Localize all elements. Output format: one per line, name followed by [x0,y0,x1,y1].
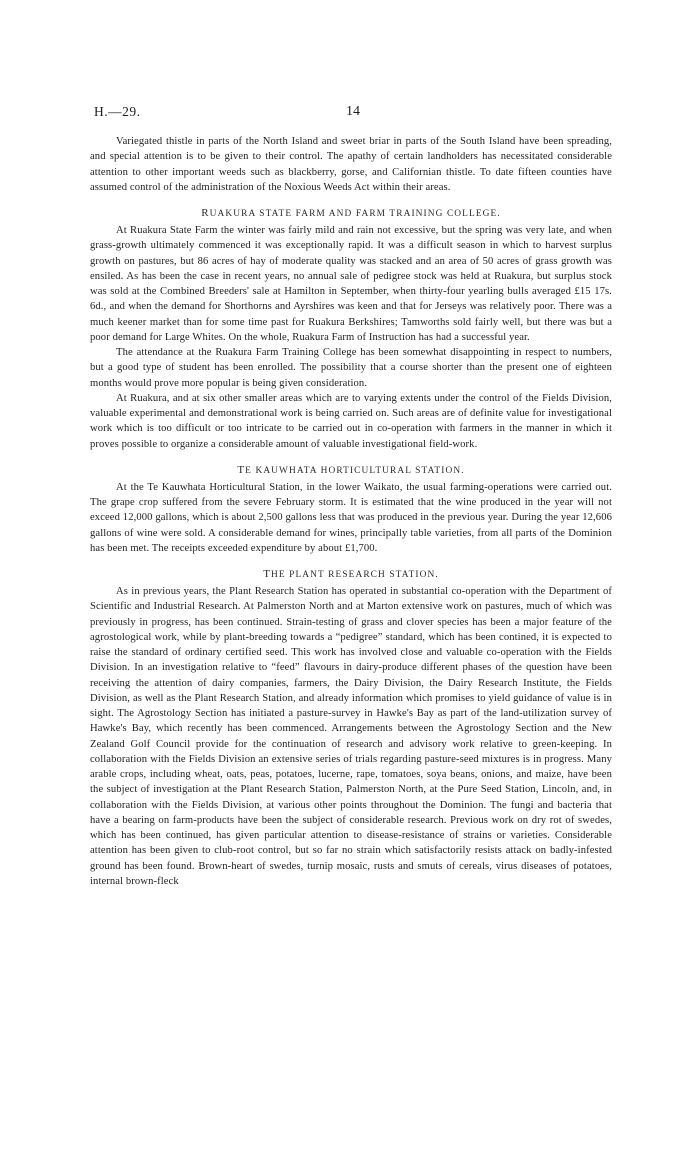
paragraph-ruakura-farm: At Ruakura State Farm the winter was fairly mild and rain not excessive, but the spring was very late, and when grass-growth ultimately commenced it was exceptionally rapid. It was a difficult season in which to harvest surplus growth on pastures, but 86 acres of hay of moderate quality was stacked and an area of 50 acres of grass growth was ensiled. As has been the case in recent years, no annual sale of pedigree stock was held at Ruakura, but surplus stock was sold at the Combined Breeders' sale at Hamilton in September, when thirty-four yearling bulls averaged £15 17s. 6d., and when the demand for Shorthorns and Ayrshires was keen and that for Jerseys was relatively poor. There was a much keener market than for some time past for Ruakura Berkshires; Tamworths sold fairly well, but there was but a poor demand for Large Whites. On the whole, Ruakura Farm of Instruction has had a successful year. [90,225,612,343]
section-heading-plant-research: THE PLANT RESEARCH STATION. [263,568,439,580]
paragraph-te-kauwhata: At the Te Kauwhata Horticultural Station, in the lower Waikato, the usual farming-operations were carried out. The grape crop suffered from the severe February storm. It is estimated that the wine produced in the year will not exceed 12,000 gallons, which is about 2,500 gallons less that was produced in the previous year. During the year 12,606 gallons of wine were sold. A considerable demand for wines, principally table varieties, from all parts of the Dominion has been met. The receipts exceeded expenditure by about £1,700. [90,481,612,554]
paragraph-weeds: Variegated thistle in parts of the North Island and sweet briar in parts of the South Island have been spreading, and special attention is to be given to their control. The apathy of certain landholders has necessitated considerable attention to other important weeds such as blackberry, gorse, and Californian thistle. To date fifteen counties have assumed control of the administration of the Noxious Weeds Act within their areas. [90,136,612,193]
section-heading-te-kauwhata: TE KAUWHATA HORTICULTURAL STATION. [237,463,465,476]
report-code: H.—29. [94,104,141,119]
body-text [90,134,612,889]
paragraph-smaller-areas: At Ruakura, and at six other smaller areas which are to varying extents under the control of the Fields Division, valuable experimental and demonstrational work is being carried on. Such areas are of definite value for investigational work which is too difficult or too intricate to be carried out in co-operation with farmers in the manner in which it proves possible to organize a considerable amount of valuable investigational field-work. [90,392,612,450]
paragraph-plant-research: As in previous years, the Plant Research Station has operated in substantial co-operation with the Department of Scientific and Industrial Research. At Palmerston North and at Marton extensive work on pastures, much of which was previously in progress, has been continued. Strain-testing of grass and clover species has been a major feature of the agrostological work, while by plant-breeding towards a “pedigree” standard, which has been contined, it is expected to raise the standard of ordinary certified seed. This work has involved close and valuable co-operation with the Fields Division. In an investigation relative to “feed” flavours in dairy-produce different phases of the question have been receiving the attention of dairy companies, farmers, the Dairy Division, the Dairy Research Institute, the Fields Division, as well as the Plant Research Station, and already information which promises to yield guidance of value is in sight. The Agrostology Section has initiated a pasture-survey in Hawke's Bay as part of the land-utilization survey of Hawke's Bay, which recently has been commenced. Arrangements between the Agrostology Section and the New Zealand Golf Council provide for the continuation of research and advisory work relative to green-keeping. In collaboration with the Fields Division an extensive series of trials regarding pasture-seed mixtures is in progress. Many arable crops, including wheat, oats, peas, potatoes, lucerne, rape, tomatoes, soya beans, onions, and maize, have been the subject of investigation at the Plant Research Station, Palmerston North, at the Pure Seed Station, Lincoln, and, in collaboration with the Fields Division, at various other points throughout the Dominion. The fungi and bacteria that have a bearing on farm-products have been the subject of considerable research. Previous work on dry rot of swedes, which has been continued, has given particular attention to disease-resistance of strains or varieties. Considerable attention has been given to club-root control, but so far no strain which satisfactorily resists attack on badly-infested ground has been found. Brown-heart of swedes, turnip mosaic, rusts and smuts of cereals, virus diseases of potatoes, internal brown-fleck [90,586,612,887]
section-heading-ruakura: RUAKURA STATE FARM AND FARM TRAINING COLLEGE. [201,207,501,219]
paragraph-training-college: The attendance at the Ruakura Farm Training College has been somewhat disappointing in respect to numbers, but a good type of student has been enrolled. The possibility that a course shorter than the present one of eighteen months would prove more popular is being given consideration. [90,347,612,389]
page-number: 14 [346,104,360,119]
